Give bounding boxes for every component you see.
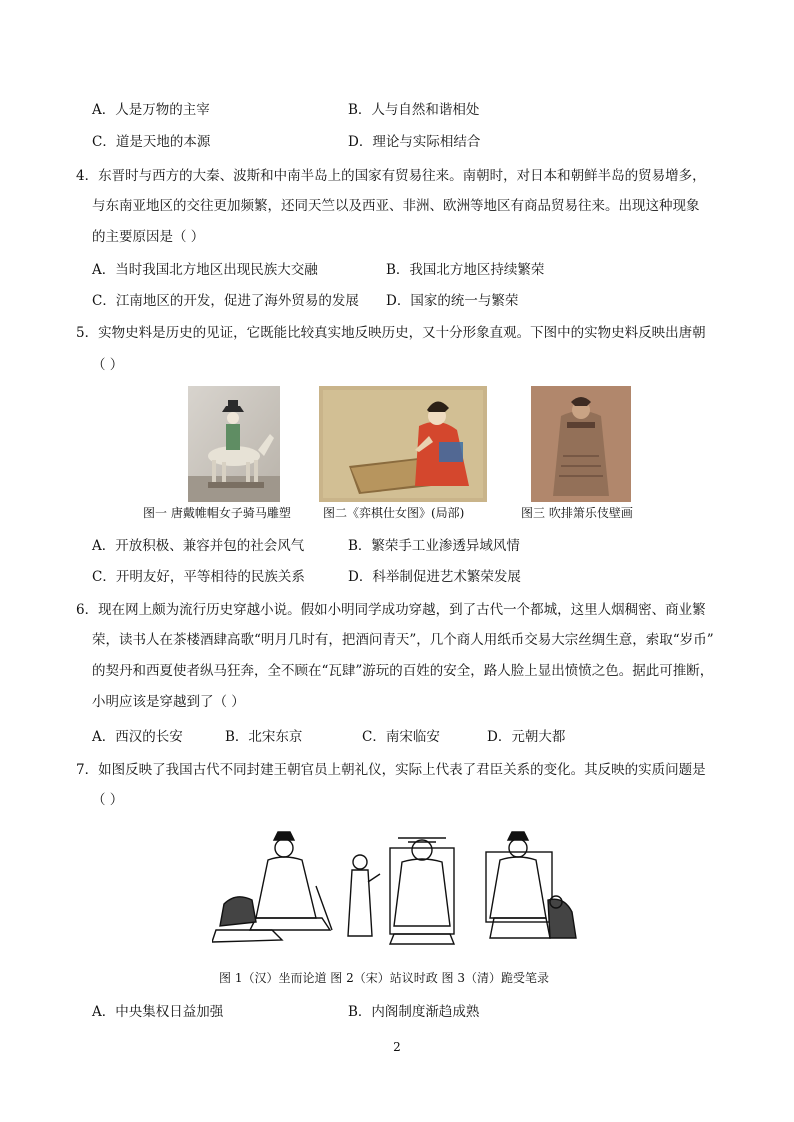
q7-figure-caption: 图 1（汉）坐而论道 图 2（宋）站议时政 图 3（清）跪受笔录 [219,971,549,985]
court-etiquette-drawing [212,826,580,956]
song-scene [348,838,454,944]
page-number: 2 [393,1040,401,1054]
q4-stem-line1: 4．东晋时与西方的大秦、波斯和中南半岛上的国家有贸易往来。南朝时，对日本和朝鲜半岛的贸易增多， [76,168,706,184]
fig1-caption: 图一 唐戴帷帽女子骑马雕塑 [143,506,291,520]
go-painting-image [319,386,487,502]
q4-stem-line2: 与东南亚地区的交往更加频繁，还同天竺以及西亚、非洲、欧洲等地区有商品贸易往来。出现这种现象 [92,198,700,214]
q4-stem-line3: 的主要原因是（ ） [92,229,205,245]
qing-scene [486,832,576,938]
q6-option-a: A．西汉的长安 [92,729,183,745]
q5-option-a: A．开放积极、兼容并包的社会风气 [92,538,305,554]
han-scene [212,832,332,942]
horse-rider-image [188,386,280,502]
mural-image [531,386,631,502]
q7-option-b: B．内阁制度渐趋成熟 [348,1004,480,1020]
q7-option-a: A．中央集权日益加强 [92,1004,224,1020]
q5-stem-line2: （ ） [92,357,124,373]
q6-option-d: D．元朝大都 [487,729,566,745]
q3-option-d: D．理论与实际相结合 [348,134,481,150]
q4-option-c: C．江南地区的开发，促进了海外贸易的发展 [92,293,359,309]
q4-option-a: A．当时我国北方地区出现民族大交融 [92,262,318,278]
q6-option-b: B．北宋东京 [225,729,303,745]
q6-stem-line4: 小明应该是穿越到了（ ） [92,694,245,710]
q6-stem-line3: 的契丹和西夏使者纵马狂奔，全不顾在“瓦肆”游玩的百姓的安全，路人脸上显出愤愤之色。据此可推断， [92,663,714,679]
q5-option-b: B．繁荣手工业渗透异域风情 [348,538,520,554]
q3-option-b: B．人与自然和谐相处 [348,102,480,118]
fig1-horse-rider-sculpture [188,386,280,502]
q3-option-c: C．道是天地的本源 [92,134,211,150]
q7-stem-line1: 7．如图反映了我国古代不同封建王朝官员上朝礼仪，实际上代表了君臣关系的变化。其反映的实质问题是 [76,762,706,778]
q6-stem-line1: 6．现在网上颇为流行历史穿越小说。假如小明同学成功穿越，到了古代一个都城，这里人烟稠密、商业繁 [76,602,706,618]
fig3-caption: 图三 吹排箫乐伎壁画 [521,506,633,520]
q6-stem-line2: 荣，读书人在茶楼酒肆高歌“明月几时有，把酒问青天”，几个商人用纸币交易大宗丝绸生意，索取“岁币” [92,632,714,648]
fig2-caption: 图二《弈棋仕女图》(局部) [323,506,465,520]
q4-option-b: B．我国北方地区持续繁荣 [386,262,545,278]
q5-option-d: D．科举制促进艺术繁荣发展 [348,569,521,585]
q4-option-d: D．国家的统一与繁荣 [386,293,519,309]
q6-option-c: C．南宋临安 [362,729,440,745]
q5-stem-line1: 5．实物史料是历史的见证，它既能比较真实地反映历史，又十分形象直观。下图中的实物史料反映出唐朝 [76,325,706,341]
q5-option-c: C．开明友好，平等相待的民族关系 [92,569,305,585]
fig2-go-playing-painting [319,386,487,502]
q3-option-a: A．人是万物的主宰 [92,102,210,118]
fig3-musician-mural [531,386,631,502]
court-etiquette-figure [212,826,580,956]
q7-stem-line2: （ ） [92,792,124,808]
